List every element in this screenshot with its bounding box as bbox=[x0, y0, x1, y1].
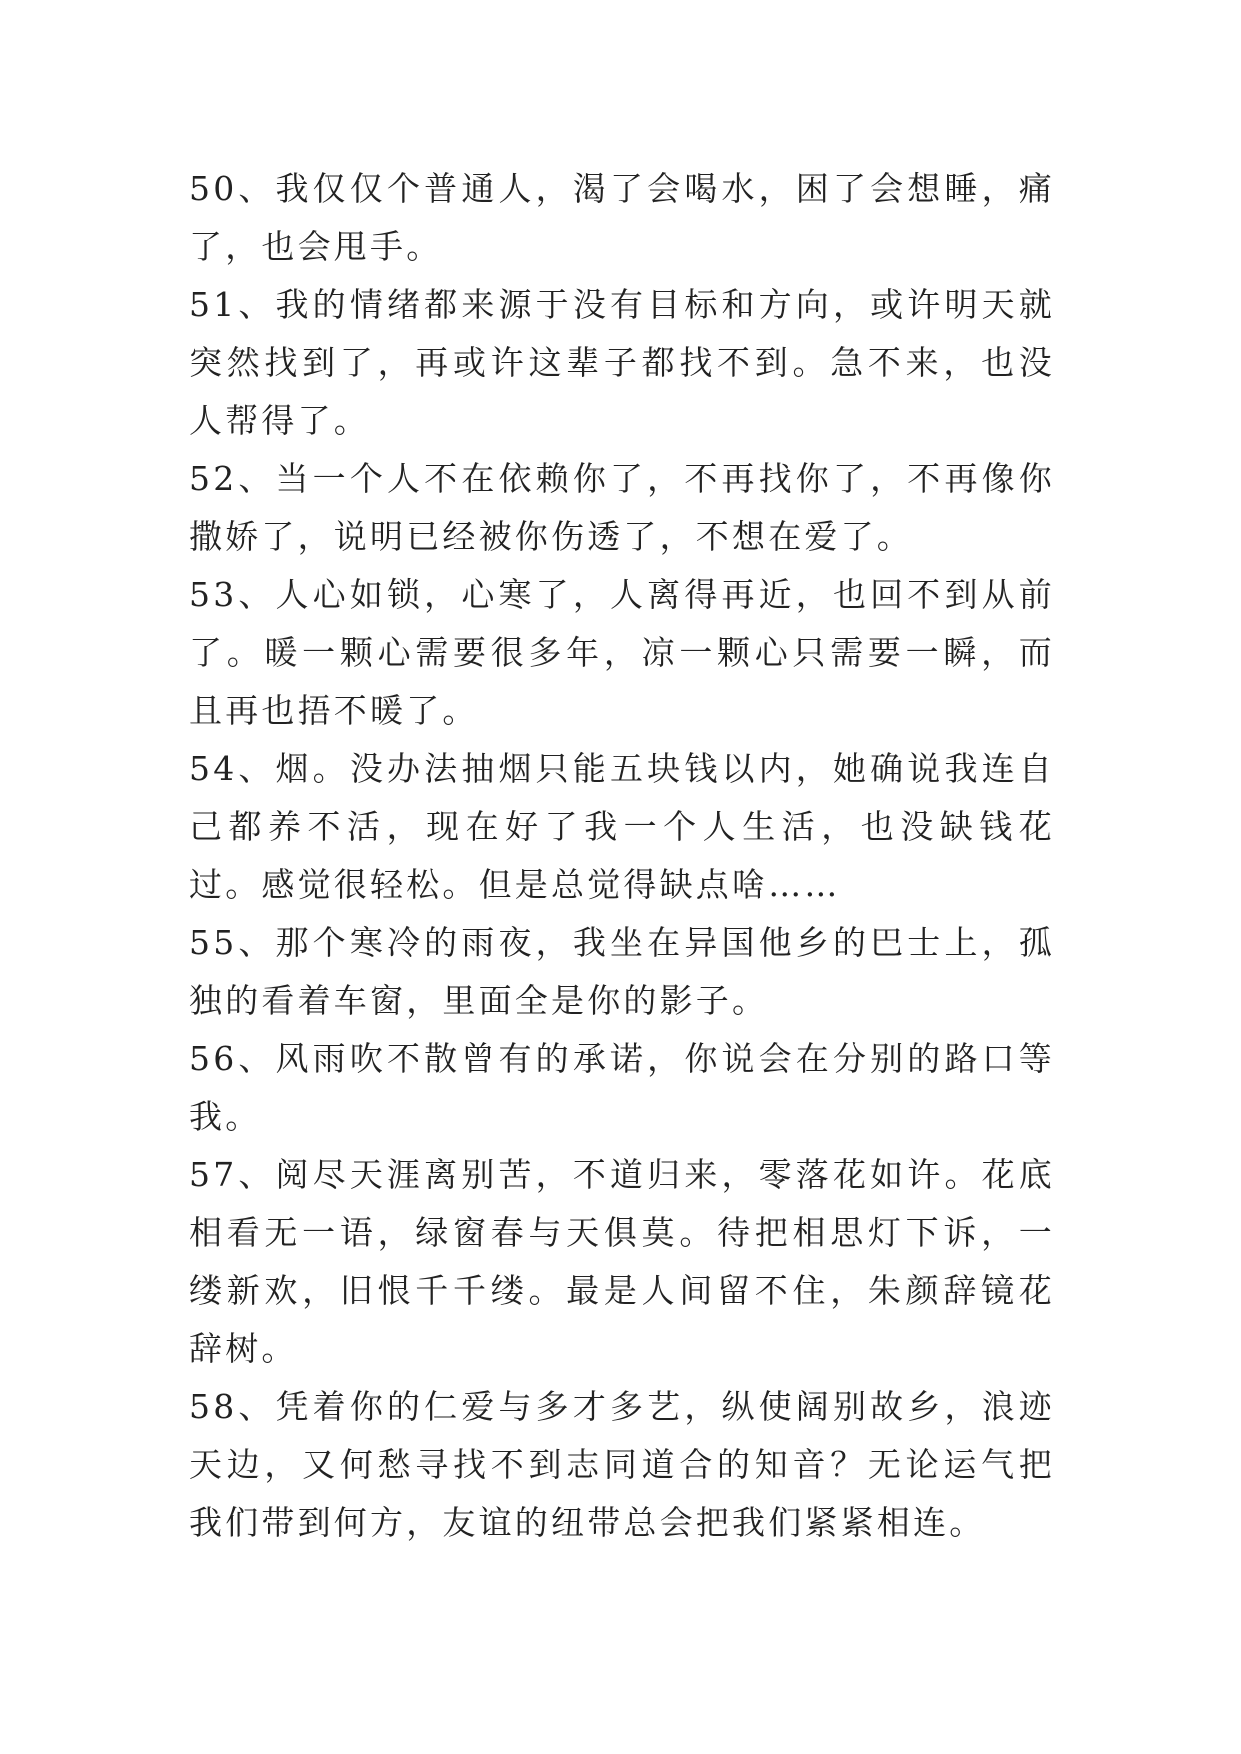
paragraph-50: 50、我仅仅个普通人，渴了会喝水，困了会想睡，痛了，也会甩手。 bbox=[189, 169, 1055, 266]
paragraph-55: 55、那个寒冷的雨夜，我坐在异国他乡的巴士上，孤独的看着车窗，里面全是你的影子。 bbox=[189, 923, 1055, 1020]
paragraph-58: 58、凭着你的仁爱与多才多艺，纵使阔别故乡，浪迹天边，又何愁寻找不到志同道合的知音？无论运气把我们带到何方，友谊的纽带总会把我们紧紧相连。 bbox=[189, 1387, 1055, 1542]
document-body bbox=[189, 160, 1055, 1552]
paragraph-54: 54、烟。没办法抽烟只能五块钱以内，她确说我连自己都养不活，现在好了我一个人生活，也没缺钱花过。感觉很轻松。但是总觉得缺点啥…… bbox=[189, 749, 1055, 904]
paragraph-51: 51、我的情绪都来源于没有目标和方向，或许明天就突然找到了，再或许这辈子都找不到。急不来，也没人帮得了。 bbox=[189, 285, 1055, 440]
paragraph-53: 53、人心如锁，心寒了，人离得再近，也回不到从前了。暖一颗心需要很多年，凉一颗心只需要一瞬，而且再也捂不暖了。 bbox=[189, 575, 1055, 730]
paragraph-57: 57、阅尽天涯离别苦，不道归来，零落花如许。花底相看无一语，绿窗春与天俱莫。待把相思灯下诉，一缕新欢，旧恨千千缕。最是人间留不住，朱颜辞镜花辞树。 bbox=[189, 1155, 1055, 1368]
paragraph-52: 52、当一个人不在依赖你了，不再找你了，不再像你撒娇了，说明已经被你伤透了，不想在爱了。 bbox=[189, 459, 1055, 556]
paragraph-56: 56、风雨吹不散曾有的承诺，你说会在分别的路口等我。 bbox=[189, 1039, 1055, 1136]
